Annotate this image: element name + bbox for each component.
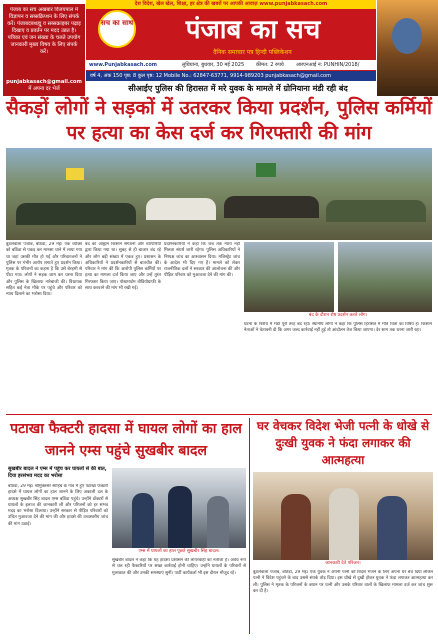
- protest-photo-2: [244, 242, 334, 312]
- column-divider: [249, 418, 250, 634]
- issue-price: कीमत: 2 रुपये: [256, 62, 284, 68]
- rni-number: आरएनआई नं: PUNHIN/2018/: [296, 62, 360, 68]
- section-divider: [6, 414, 432, 415]
- promo-email[interactable]: punjabkasach@gmail.com: [6, 79, 82, 85]
- lead-photo-caption: बंद के दौरान रोष प्रदर्शन करते लोग।: [308, 313, 368, 318]
- info-bar: [86, 60, 376, 71]
- protest-photo-3: [338, 242, 432, 312]
- lead-headline: सैकड़ों लोगों ने सड़कों में उतरकर किया प्रदर्शन, पुलिस कर्मियों पर हत्या का केस दर्ज कर गिरफ्तारी की मांग: [6, 97, 432, 144]
- lead-column-2: बंद का आह्वान किसान संगठनों और व्यापारियों द्वारा किया गया था। सुबह से ही बाजार बंद रहे और लोग बड़ी संख्या में एकत्र हुए। प्रशासन के अधिकारियों ने प्रदर्शनकारियों से बातचीत की। परिवार ने मांग की कि आरोपी पुलिस कर्मियों पर हत्या का मामला दर्ज किया जाए और उन्हें तुरंत गिरफ्तार किया जाए। पोस्टमार्टम वीडियोग्राफी के साथ करवाने की मांग भी रखी गई।: [85, 242, 161, 292]
- masthead-top-strip: देश विदेश, खेल खेल, शिक्षा, हर क्षेत्र की खबरों पर आपकी आवाज़ www.punjabkasach.com: [86, 0, 376, 9]
- contact-bar: वर्ष 4, अंक 150 पृष्ठ: 8 कुल पृष्ठ: 12 Mobile No.: 62847-63771, 9914-989203 punjabkasach@gmail.com: [86, 71, 376, 81]
- flag-figure: [66, 168, 84, 180]
- story2-caption: एम्स में घायलों का हाल पूछते सुखबीर सिंह बादल।: [138, 549, 220, 554]
- crowd-figure: [16, 203, 136, 225]
- person-figure: [168, 486, 192, 548]
- logo: सच का साथ: [98, 10, 136, 48]
- newspaper-subtitle: दैनिक समाचार पत्र हिन्दी पब्लिकेशन: [213, 49, 292, 56]
- story3-headline: घर वेचकर विदेश भेजी पत्नी के धोखे से दुःखी युवक ने फंदा लगाकर की आत्महत्या: [256, 419, 430, 467]
- crowd-figure: [224, 196, 319, 218]
- issue-date: लुधियाना, बुधवार, 30 मई 2025: [182, 62, 245, 68]
- protest-photo: [6, 148, 432, 240]
- person-figure: [377, 496, 407, 560]
- family-photo: [253, 472, 433, 560]
- lead-kicker: सीआईए पुलिस की हिरासत में मरे युवक के मामले में ग्रोनियाना मंडी रही बंद: [128, 84, 348, 93]
- story3-body: बुठलेवाला पंजाब, बठिंडा, 29 मई। एक युवक ने अपनी पत्नी को विदेश भेजने के लिए अपना घर बेच दिया लेकिन पत्नी ने विदेश पहुंचने के बाद उससे संपर्क तोड़ दिया। इस धोखे से दुखी होकर युवक ने फंदा लगाकर आत्महत्या कर ली। पुलिस ने मृतक के परिजनों के बयान पर पत्नी और उसके परिवार वालों के खिलाफ मामला दर्ज कर जांच शुरू कर दी है।: [253, 570, 433, 594]
- story2-headline: पटाखा फैक्टरी हादसा में घायल लोगों का हाल जानने एम्स पहुंचे सुखबीर बादल: [10, 421, 242, 459]
- story2-body-2: सुखबीर बादल ने कहा कि यह हादसा प्रशासन की लापरवाही का नतीजा है। अवैध रूप से चल रही फैक्टरियों पर सख्त कार्रवाई होनी चाहिए। उन्होंने घायलों के परिवारों से मुलाकात की और उनकी समस्याएं सुनीं। पार्टी कार्यकर्ता भी इस दौरान मौजूद रहे।: [112, 558, 246, 576]
- person-figure: [281, 494, 311, 560]
- story2-body: बठिंडा, 29 मई। श्रीमुक्तसर साहिब के गांव में हुए पटाखा फैक्टरी हादसे में घायल लोगों का हाल जानने के लिए अकाली दल के अध्यक्ष सुखबीर सिंह बादल एम्स बठिंडा पहुंचे। उन्होंने डॉक्टरों से घायलों के इलाज की जानकारी ली और परिजनों को हर संभव मदद का भरोसा दिलाया। उन्होंने सरकार से पीड़ित परिवारों को उचित मुआवजा देने की मांग की और हादसे की उच्चस्तरीय जांच की मांग उठाई।: [8, 484, 108, 527]
- lead-column-1: बुठलेवाला पंजाब, बठिंडा, 29 मई। एक व्यक्ति को बठिंडा से पकड़ कर मानसा थाने में लाया गया था जहां उसकी मौत हो गई और परिवारजनों ने पुलिस पर गंभीर आरोप लगाते हुए प्रदर्शन किया। मृतक के परिजनों का कहना है कि उसे बेरहमी से पीटा गया। लोगों ने सड़क जाम कर धरना दिया और पुलिस के खिलाफ नारेबाजी की। विधायक सहित कई नेता मौके पर पहुंचे और परिवार को न्याय दिलाने का भरोसा दिया।: [6, 242, 82, 298]
- person-figure: [207, 496, 229, 548]
- story3-caption: जानकारी देते परिजन।: [325, 561, 361, 566]
- crowd-figure: [326, 200, 426, 222]
- hospital-photo: [112, 468, 246, 548]
- lead-column-3: प्रदर्शनकारियों ने कहा कि जब तक न्याय नहीं मिलता संघर्ष जारी रहेगा। पुलिस अधिकारियों ने निष्पक्ष जांच का आश्वासन दिया। मजिस्ट्रेट जांच के आदेश भी दिए गए हैं। मामले को लेकर राजनीतिक दलों ने सरकार की आलोचना की और पीड़ित परिवार को मुआवजा देने की मांग की।: [164, 242, 240, 279]
- story2-subheading: सुखबीर बादल ने एम्स में पहुंच कर घायलों से की बात, दिया हरसंभव मदद का भरोसा: [8, 466, 107, 479]
- crowd-figure: [146, 198, 216, 220]
- person-figure: [132, 493, 154, 548]
- promo-text: पंजाब का सच अखबार विजयपाल में विज्ञापन व सब्सक्रिप्शन के लिए संपर्क करें। पंजाबदबशह्यू व सब्सक्राइबर पढ़ाइ दिखाए व प्रवर्तन पर मदद उन्नत है। पत्रिका एवं जन संख्या के चलते उपयोग जानकारी मुख्य विषय के लिए संपर्क करें।: [7, 7, 81, 55]
- lead-column-4: घटना के विरोध में मंडी पूरी तरह बंद रही। स्थानीय लोगों ने कहा कि पुलिस हिरासत में मौतें चिंता का विषय हैं। किसान नेताओं ने चेतावनी दी कि अगर जल्द कार्रवाई नहीं हुई तो आंदोलन तेज किया जाएगा। देर शाम तक धरना जारी रहा।: [244, 322, 432, 334]
- person-figure: [329, 488, 359, 560]
- promo-box: [3, 4, 85, 96]
- promo-note: में अपना दर भेजें: [28, 86, 60, 92]
- flag-figure: [256, 163, 276, 177]
- newspaper-title: पंजाब का सच: [185, 15, 321, 45]
- deity-face-image: [392, 18, 422, 54]
- website-link[interactable]: www.Punjabkasach.com: [89, 62, 157, 68]
